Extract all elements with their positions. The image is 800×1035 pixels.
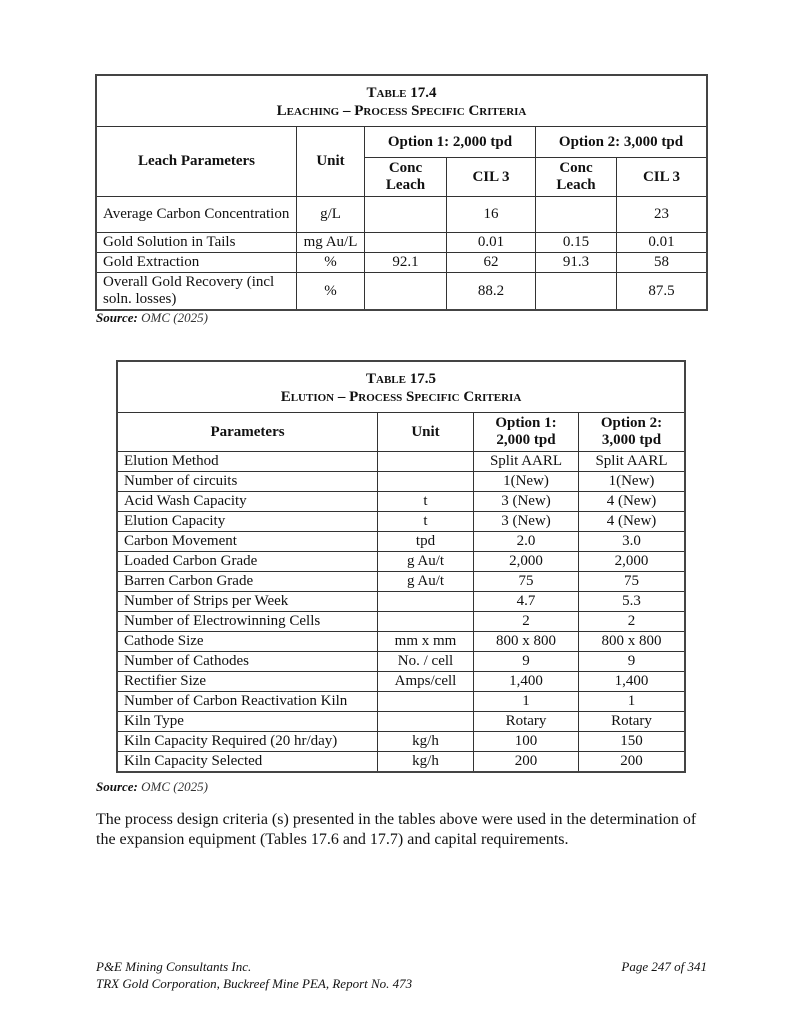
column-header: Leach Parameters [97, 127, 297, 197]
elution-table [117, 361, 685, 772]
table-cell: 88.2 [447, 273, 536, 310]
table-cell [365, 233, 447, 253]
table-cell [378, 612, 474, 632]
table-cell: g Au/t [378, 552, 474, 572]
table-cell: 58 [617, 253, 707, 273]
table-cell: % [297, 253, 365, 273]
table-row [97, 233, 707, 253]
table-cell: 4 (New) [579, 512, 685, 532]
table-row [118, 492, 685, 512]
table-cell: 16 [447, 197, 536, 233]
table-cell: 2 [579, 612, 685, 632]
table-cell: 800 x 800 [579, 632, 685, 652]
table-row [118, 452, 685, 472]
table-row [97, 197, 707, 233]
table-cell: 1,400 [579, 672, 685, 692]
table-cell: Gold Extraction [97, 253, 297, 273]
column-header: Parameters [118, 413, 378, 452]
table-cell: 2,000 [474, 552, 579, 572]
table-row [118, 752, 685, 772]
table-cell [378, 592, 474, 612]
table-row [118, 592, 685, 612]
table-cell: Number of circuits [118, 472, 378, 492]
column-header: Option 2: 3,000 tpd [579, 413, 685, 452]
table-cell: 0.15 [536, 233, 617, 253]
table-cell: 0.01 [447, 233, 536, 253]
table-cell: Kiln Capacity Required (20 hr/day) [118, 732, 378, 752]
table-cell [536, 197, 617, 233]
table1-source: Source: OMC (2025) [96, 310, 208, 325]
table-cell: 1 [474, 692, 579, 712]
column-header: Unit [378, 413, 474, 452]
table-cell: 3 (New) [474, 492, 579, 512]
table2-source: Source: OMC (2025) [96, 779, 208, 794]
table-cell: 2 [474, 612, 579, 632]
table-cell: Elution Method [118, 452, 378, 472]
table-cell: t [378, 492, 474, 512]
table-cell: Number of Electrowinning Cells [118, 612, 378, 632]
table-cell: Number of Carbon Reactivation Kiln [118, 692, 378, 712]
table-cell [378, 472, 474, 492]
table-cell: Barren Carbon Grade [118, 572, 378, 592]
table-cell: 75 [579, 572, 685, 592]
table-cell: Number of Strips per Week [118, 592, 378, 612]
column-header: Conc Leach [365, 158, 447, 197]
table-cell: 9 [474, 652, 579, 672]
table-cell: Average Carbon Concentration [97, 197, 297, 233]
table-row [118, 732, 685, 752]
table-cell: 1,400 [474, 672, 579, 692]
table-cell: 3.0 [579, 532, 685, 552]
table-cell: 200 [474, 752, 579, 772]
table-cell: % [297, 273, 365, 310]
table-row [118, 532, 685, 552]
table-cell: Rotary [579, 712, 685, 732]
column-header: CIL 3 [617, 158, 707, 197]
table-cell: 4 (New) [579, 492, 685, 512]
table-cell: 2.0 [474, 532, 579, 552]
table-cell: 1(New) [579, 472, 685, 492]
table-cell [365, 197, 447, 233]
table-cell: 1 [579, 692, 685, 712]
table-cell: Elution Capacity [118, 512, 378, 532]
table-cell: 9 [579, 652, 685, 672]
table-cell: Gold Solution in Tails [97, 233, 297, 253]
table-cell: 0.01 [617, 233, 707, 253]
table-cell [378, 692, 474, 712]
table-cell: Split AARL [474, 452, 579, 472]
table-cell: 200 [579, 752, 685, 772]
table-cell [365, 273, 447, 310]
table-cell: Kiln Capacity Selected [118, 752, 378, 772]
table-cell: Loaded Carbon Grade [118, 552, 378, 572]
table-title: Table 17.5 Elution – Process Specific Criteria [118, 362, 685, 413]
table-cell: 1(New) [474, 472, 579, 492]
table-cell: 100 [474, 732, 579, 752]
table-cell: 92.1 [365, 253, 447, 273]
column-header: Option 2: 3,000 tpd [536, 127, 707, 158]
table-cell: Kiln Type [118, 712, 378, 732]
table-cell: Cathode Size [118, 632, 378, 652]
table-cell [378, 452, 474, 472]
footer-left: P&E Mining Consultants Inc. TRX Gold Corporation, Buckreef Mine PEA, Report No. 473 [96, 959, 413, 991]
table-cell: Acid Wash Capacity [118, 492, 378, 512]
table-row [97, 253, 707, 273]
table-cell: 2,000 [579, 552, 685, 572]
table-cell: mg Au/L [297, 233, 365, 253]
table-cell: Amps/cell [378, 672, 474, 692]
column-header: CIL 3 [447, 158, 536, 197]
table-row [97, 273, 707, 310]
table-cell [536, 273, 617, 310]
table-cell: 150 [579, 732, 685, 752]
table-cell: tpd [378, 532, 474, 552]
table-row [118, 612, 685, 632]
table-row [118, 512, 685, 532]
table-cell: Number of Cathodes [118, 652, 378, 672]
table-cell: g/L [297, 197, 365, 233]
table-cell: Split AARL [579, 452, 685, 472]
table-cell: kg/h [378, 752, 474, 772]
table-cell: t [378, 512, 474, 532]
table-cell: 4.7 [474, 592, 579, 612]
table-cell: Overall Gold Recovery (incl soln. losses) [97, 273, 297, 310]
table-cell: 75 [474, 572, 579, 592]
table-cell: No. / cell [378, 652, 474, 672]
table-row [118, 672, 685, 692]
leaching-table [96, 75, 707, 310]
table-cell: 800 x 800 [474, 632, 579, 652]
table-row [118, 652, 685, 672]
table-cell: 91.3 [536, 253, 617, 273]
table-cell: Carbon Movement [118, 532, 378, 552]
table-row [118, 552, 685, 572]
column-header: Option 1: 2,000 tpd [474, 413, 579, 452]
table-row [118, 692, 685, 712]
table-title: Table 17.4 Leaching – Process Specific Criteria [97, 76, 707, 127]
table-cell: kg/h [378, 732, 474, 752]
table-cell: mm x mm [378, 632, 474, 652]
table-row [118, 712, 685, 732]
table-cell: Rectifier Size [118, 672, 378, 692]
body-paragraph: The process design criteria (s) presented in the tables above were used in the determination of the expansion equipment (Tables 17.6 and 17.7) and capital requirements. [96, 811, 697, 848]
column-header: Unit [297, 127, 365, 197]
table-row [118, 472, 685, 492]
column-header: Option 1: 2,000 tpd [365, 127, 536, 158]
table-cell [378, 712, 474, 732]
table-cell: 87.5 [617, 273, 707, 310]
page-number: Page 247 of 341 [621, 959, 707, 974]
table-cell: 23 [617, 197, 707, 233]
table-cell: 5.3 [579, 592, 685, 612]
table-cell: 3 (New) [474, 512, 579, 532]
table-cell: Rotary [474, 712, 579, 732]
table-row [118, 632, 685, 652]
column-header: Conc Leach [536, 158, 617, 197]
table-cell: 62 [447, 253, 536, 273]
table-row [118, 572, 685, 592]
table-cell: g Au/t [378, 572, 474, 592]
